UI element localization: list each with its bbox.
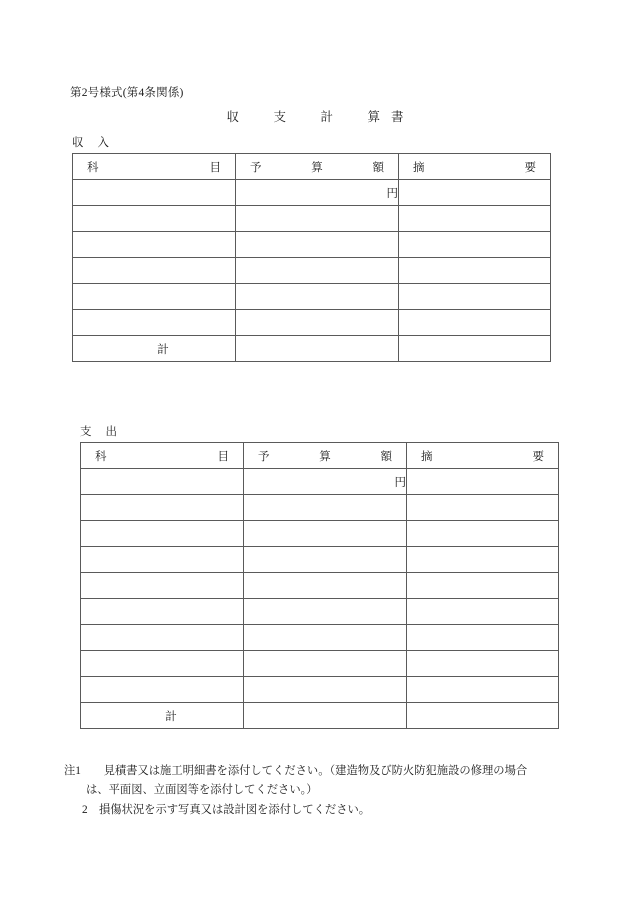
cell-remarks[interactable] xyxy=(407,573,559,599)
cell-budget[interactable] xyxy=(244,651,407,677)
expense-label-left: 支 xyxy=(80,426,106,438)
column-header-remarks xyxy=(407,443,559,469)
cell-budget[interactable] xyxy=(236,284,399,310)
cell-subject[interactable] xyxy=(81,573,244,599)
table-header-row xyxy=(81,443,559,469)
cell-subject[interactable] xyxy=(81,469,244,495)
cell-remarks[interactable] xyxy=(407,651,559,677)
cell-subject[interactable] xyxy=(81,625,244,651)
column-header-budget-left: 予 xyxy=(258,450,270,463)
column-header-subject xyxy=(73,154,236,180)
cell-remarks[interactable] xyxy=(407,469,559,495)
table-row xyxy=(81,573,559,599)
column-header-budget-mid: 算 xyxy=(319,450,331,463)
income-section-label xyxy=(72,134,109,150)
cell-subject[interactable] xyxy=(81,495,244,521)
page-title-text: 収 支 計 算 xyxy=(226,110,391,124)
column-header-subject-right: 目 xyxy=(209,161,221,174)
cell-budget[interactable] xyxy=(244,573,407,599)
expense-table xyxy=(80,442,559,729)
column-header-budget-amount xyxy=(244,443,407,469)
form-number: 第2号様式(第4条関係) xyxy=(70,87,184,99)
cell-budget[interactable] xyxy=(244,625,407,651)
table-row xyxy=(81,677,559,703)
table-row xyxy=(81,547,559,573)
income-table xyxy=(72,153,551,362)
column-header-budget-left: 予 xyxy=(250,161,262,174)
cell-subject[interactable] xyxy=(81,599,244,625)
column-header-subject-right: 目 xyxy=(217,450,229,463)
note-1-marker: 注1 xyxy=(64,765,81,777)
column-header-subject-left: 科 xyxy=(95,450,107,463)
cell-remarks[interactable] xyxy=(399,258,551,284)
cell-budget-unit: 円 xyxy=(244,469,407,495)
note-1-line-1 xyxy=(64,762,570,781)
note-1-text-1: 見積書又は施工明細書を添付してください。（建造物及び防火防犯施設の修理の場合 xyxy=(103,765,528,777)
cell-total-remarks[interactable] xyxy=(407,703,559,729)
note-2-line-1 xyxy=(64,801,570,820)
column-header-remarks-right: 要 xyxy=(532,450,544,463)
cell-remarks[interactable] xyxy=(407,599,559,625)
column-header-budget-amount xyxy=(236,154,399,180)
page-title xyxy=(0,107,630,125)
cell-budget[interactable] xyxy=(236,258,399,284)
column-header-budget-right: 額 xyxy=(372,161,384,174)
table-total-row xyxy=(81,703,559,729)
table-total-row xyxy=(73,336,551,362)
cell-remarks[interactable] xyxy=(399,232,551,258)
table-row xyxy=(81,625,559,651)
note-2-marker: 2 xyxy=(82,803,88,816)
cell-budget[interactable] xyxy=(236,232,399,258)
table-row xyxy=(81,521,559,547)
table-row xyxy=(73,180,551,206)
table-row xyxy=(73,258,551,284)
table-row xyxy=(73,206,551,232)
cell-budget[interactable] xyxy=(244,677,407,703)
cell-subject[interactable] xyxy=(73,232,236,258)
cell-budget[interactable] xyxy=(236,310,399,336)
column-header-subject-left: 科 xyxy=(87,161,99,174)
cell-total-label xyxy=(73,336,236,362)
note-1-text-2: は、平面図、立面図等を添付してください。） xyxy=(86,784,318,797)
column-header-subject xyxy=(81,443,244,469)
cell-remarks[interactable] xyxy=(407,495,559,521)
cell-budget[interactable] xyxy=(244,547,407,573)
table-row xyxy=(73,232,551,258)
note-1-line-2 xyxy=(64,781,570,800)
table-row xyxy=(73,284,551,310)
cell-subject[interactable] xyxy=(73,310,236,336)
notes-block xyxy=(64,762,570,820)
page-title-last-char: 書 xyxy=(391,110,404,124)
table-row xyxy=(81,495,559,521)
cell-subject[interactable] xyxy=(81,547,244,573)
cell-budget[interactable] xyxy=(244,599,407,625)
column-header-budget-right: 額 xyxy=(380,450,392,463)
table-row xyxy=(73,310,551,336)
table-header-row xyxy=(73,154,551,180)
income-label-left: 収 xyxy=(72,137,98,149)
cell-budget-unit: 円 xyxy=(236,180,399,206)
column-header-remarks-right: 要 xyxy=(524,161,536,174)
cell-total-budget[interactable] xyxy=(244,703,407,729)
cell-subject[interactable] xyxy=(73,284,236,310)
cell-total-label xyxy=(81,703,244,729)
cell-remarks[interactable] xyxy=(399,310,551,336)
cell-total-remarks[interactable] xyxy=(399,336,551,362)
cell-remarks[interactable] xyxy=(407,547,559,573)
cell-remarks[interactable] xyxy=(407,521,559,547)
total-label-text: 計 xyxy=(157,343,169,356)
table-row xyxy=(81,651,559,677)
column-header-remarks-left: 摘 xyxy=(413,161,425,174)
cell-remarks[interactable] xyxy=(399,180,551,206)
column-header-remarks xyxy=(399,154,551,180)
expense-label-right: 出 xyxy=(105,426,117,438)
cell-subject[interactable] xyxy=(81,651,244,677)
cell-remarks[interactable] xyxy=(399,206,551,232)
expense-section-label xyxy=(80,423,117,439)
cell-budget[interactable] xyxy=(244,495,407,521)
note-2-text-1: 損傷状況を示す写真又は設計図を添付してください。 xyxy=(98,803,371,816)
table-row xyxy=(81,599,559,625)
cell-budget[interactable] xyxy=(244,521,407,547)
total-label-text: 計 xyxy=(165,710,177,723)
cell-subject[interactable] xyxy=(73,258,236,284)
cell-subject[interactable] xyxy=(81,521,244,547)
cell-remarks[interactable] xyxy=(407,677,559,703)
cell-remarks[interactable] xyxy=(399,284,551,310)
cell-subject[interactable] xyxy=(73,180,236,206)
cell-budget[interactable] xyxy=(236,206,399,232)
column-header-budget-mid: 算 xyxy=(311,161,323,174)
cell-subject[interactable] xyxy=(81,677,244,703)
cell-subject[interactable] xyxy=(73,206,236,232)
income-label-right: 入 xyxy=(97,137,109,149)
cell-total-budget[interactable] xyxy=(236,336,399,362)
table-row xyxy=(81,469,559,495)
column-header-remarks-left: 摘 xyxy=(421,450,433,463)
cell-remarks[interactable] xyxy=(407,625,559,651)
